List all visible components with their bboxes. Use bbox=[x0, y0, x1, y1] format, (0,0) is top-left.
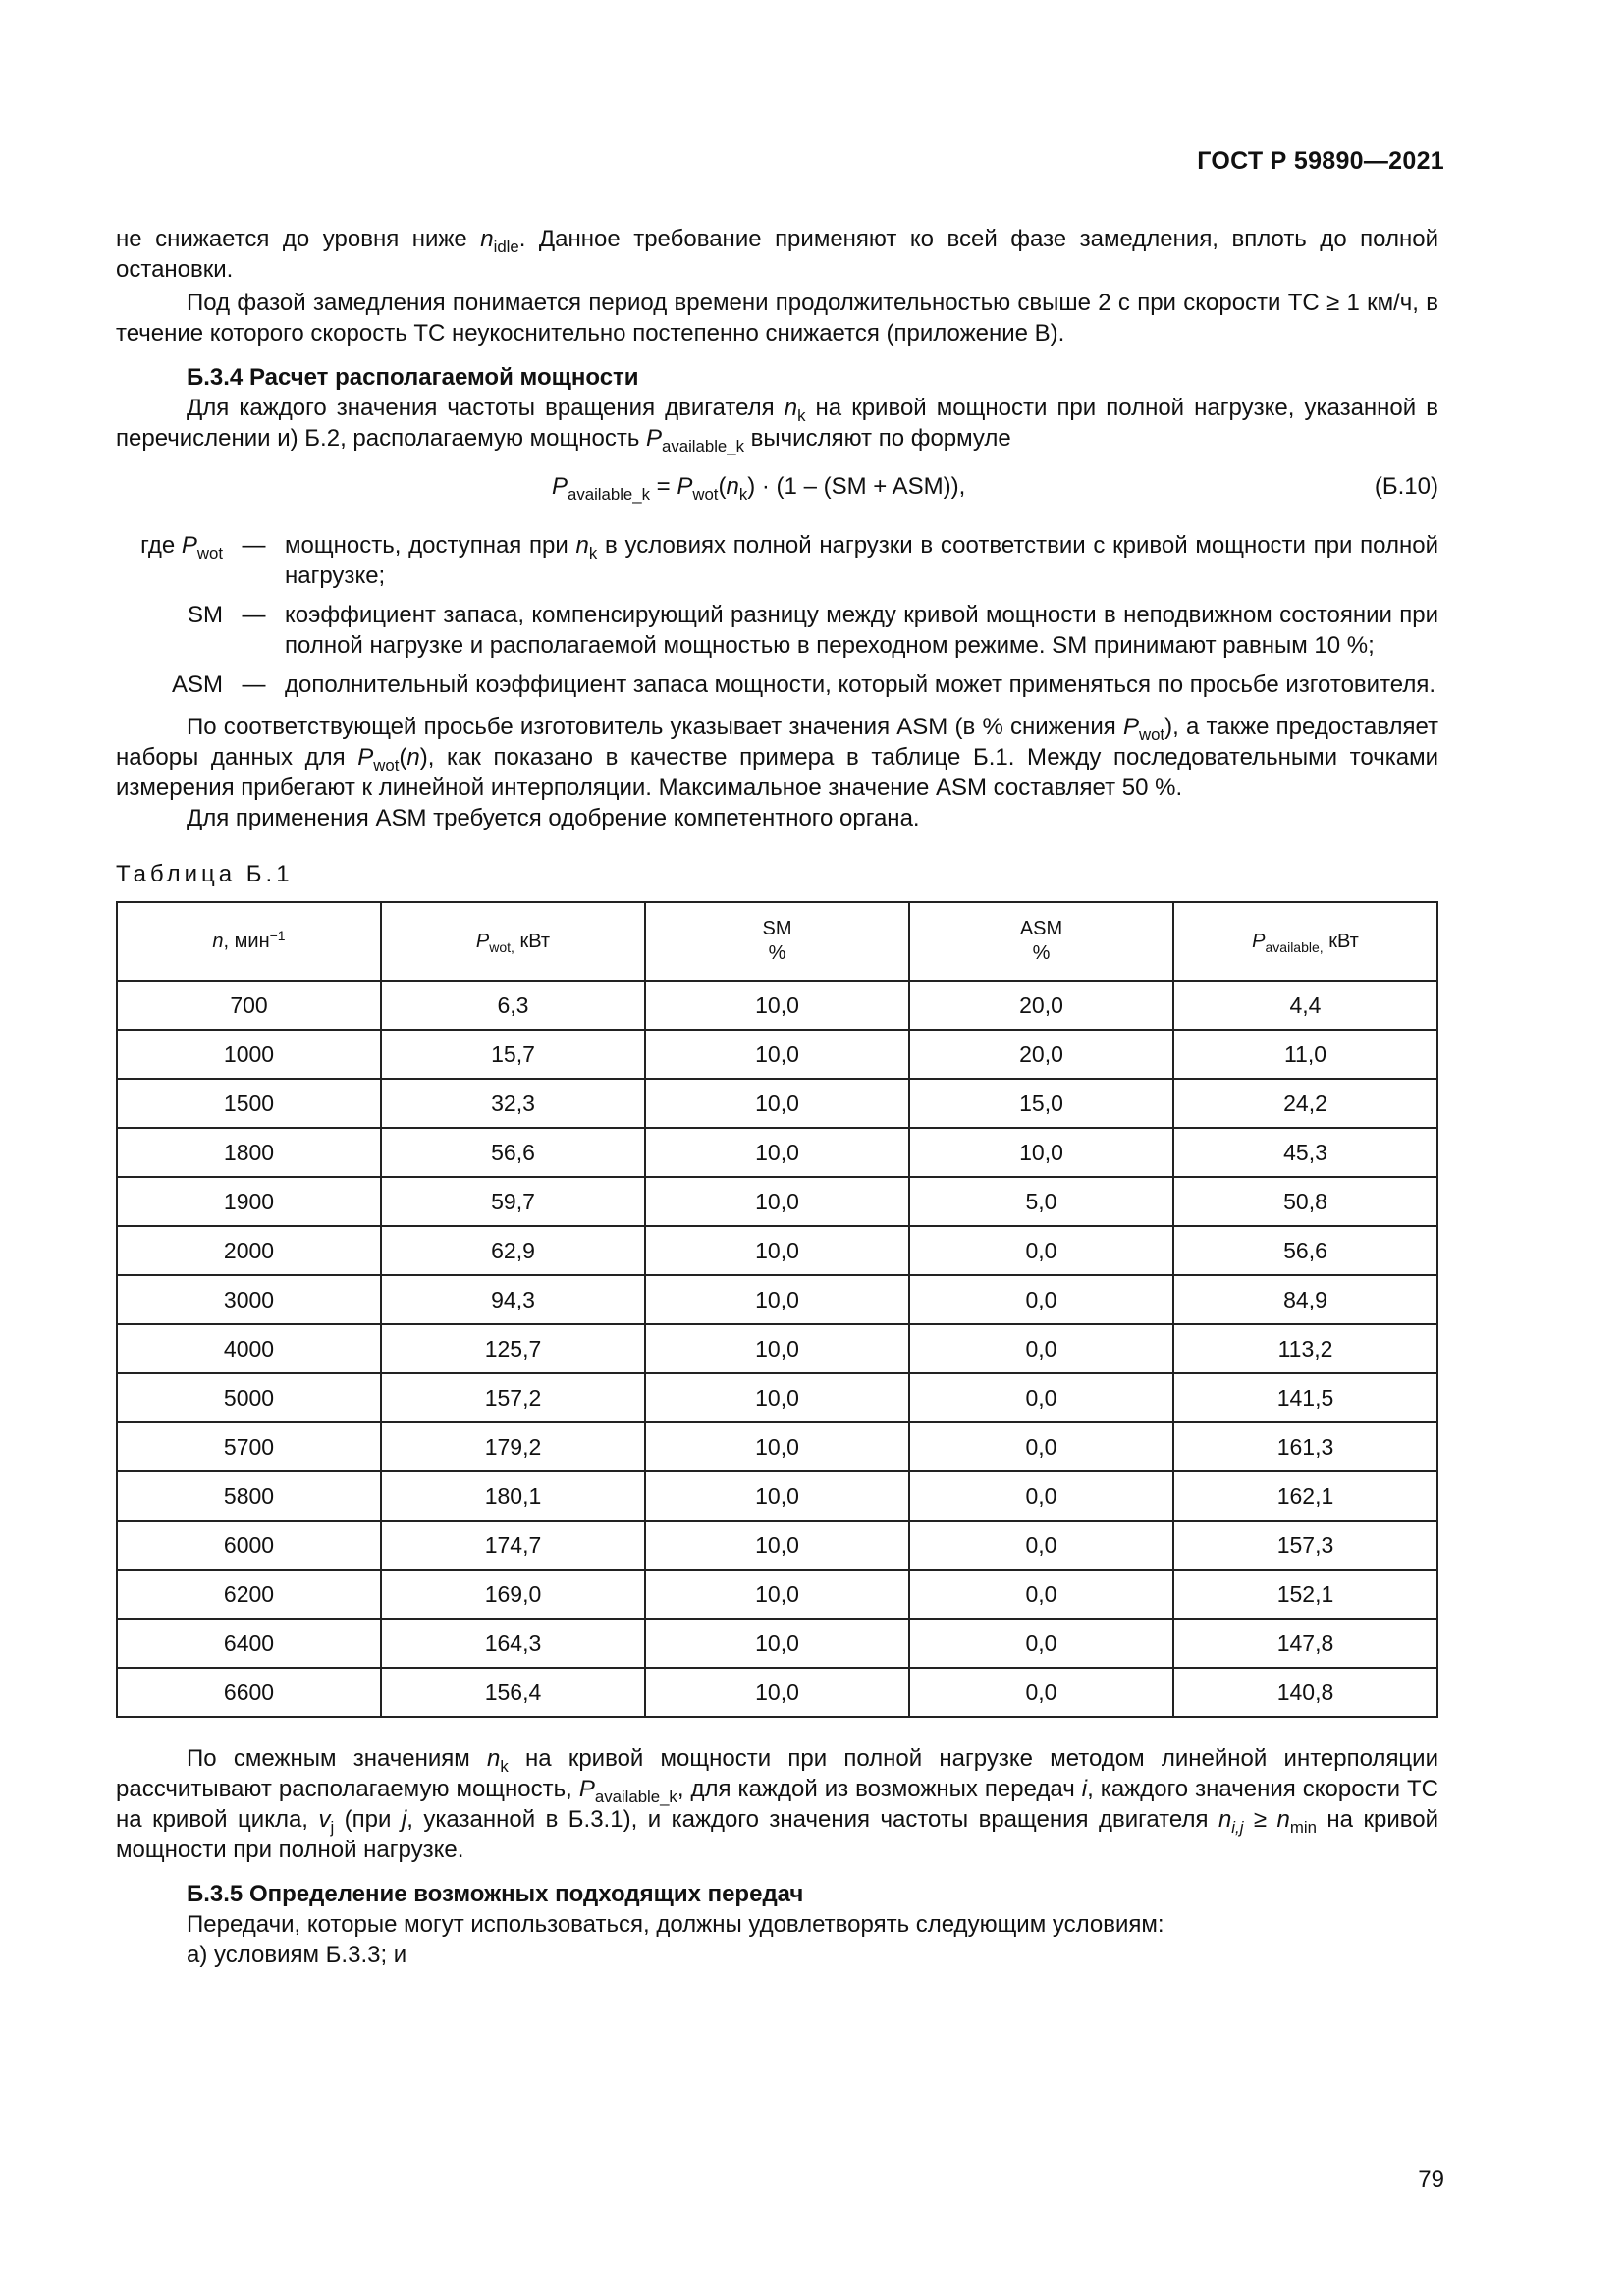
paragraph-asm-approval: Для применения ASM требуется одобрение компетентного органа. bbox=[187, 805, 920, 831]
text-span: кВт bbox=[1323, 930, 1359, 952]
subscript: available_k bbox=[568, 484, 650, 504]
text-span: % bbox=[1032, 942, 1051, 964]
cell-n: 6600 bbox=[117, 1668, 381, 1717]
cell-pavailable: 157,3 bbox=[1173, 1521, 1437, 1570]
cell-pwot: 164,3 bbox=[381, 1619, 645, 1668]
text-span: По соответствующей просьбе изготовитель указывает значения ASM (в % снижения bbox=[187, 714, 1123, 740]
cell-pwot: 169,0 bbox=[381, 1570, 645, 1619]
definition-text: дополнительный коэффициент запаса мощности, который может применяться по просьбе изготовителя. bbox=[285, 671, 1436, 698]
page-number: 79 bbox=[1418, 2166, 1444, 2193]
cell-n: 700 bbox=[117, 981, 381, 1030]
cell-n: 2000 bbox=[117, 1226, 381, 1275]
cell-pavailable: 140,8 bbox=[1173, 1668, 1437, 1717]
text-span: на кривой мощности при полной нагрузке. bbox=[116, 1806, 1438, 1863]
paragraph-idle bbox=[116, 224, 1438, 285]
table-row bbox=[117, 1373, 1437, 1422]
definition-dash: — bbox=[242, 532, 266, 559]
cell-sm: 10,0 bbox=[645, 1521, 909, 1570]
subscript: wot bbox=[692, 484, 719, 504]
cell-pwot: 156,4 bbox=[381, 1668, 645, 1717]
subscript: i,j bbox=[1231, 1817, 1244, 1837]
cell-pavailable: 4,4 bbox=[1173, 981, 1437, 1030]
var-n: n bbox=[212, 930, 224, 952]
cell-asm: 0,0 bbox=[909, 1619, 1173, 1668]
cell-pwot: 32,3 bbox=[381, 1079, 645, 1128]
var-n: n bbox=[1276, 1806, 1290, 1833]
text-span: ≥ bbox=[1243, 1806, 1277, 1833]
text-span: , мин bbox=[223, 930, 270, 952]
cell-asm: 0,0 bbox=[909, 1521, 1173, 1570]
subscript: k bbox=[500, 1756, 509, 1776]
table-row bbox=[117, 1275, 1437, 1324]
text-span: (при bbox=[334, 1806, 402, 1833]
table-row bbox=[117, 981, 1437, 1030]
subscript: min bbox=[1289, 1817, 1317, 1837]
subscript: wot bbox=[373, 755, 400, 774]
text-span: ) · (1 – (SM + ASM)), bbox=[747, 473, 966, 500]
text-span: на кривой мощности при полной нагрузке, указанной в перечислении и) Б.2, располагаемую мощность bbox=[116, 395, 1439, 452]
var-p: P bbox=[1122, 714, 1139, 740]
var-n: n bbox=[575, 532, 589, 559]
cell-asm: 20,0 bbox=[909, 981, 1173, 1030]
var-p: P bbox=[646, 425, 663, 452]
cell-n: 6000 bbox=[117, 1521, 381, 1570]
table-caption: Таблица Б.1 bbox=[116, 861, 294, 887]
cell-pavailable: 45,3 bbox=[1173, 1128, 1437, 1177]
definition-term bbox=[116, 530, 223, 591]
table-row bbox=[117, 1668, 1437, 1717]
definition-text: коэффициент запаса, компенсирующий разницу между кривой мощности в неподвижном состоянии при полной нагрузке и располагаемой мощностью в переходном режиме. SM принимают равным 10 %; bbox=[285, 602, 1438, 659]
cell-pwot: 6,3 bbox=[381, 981, 645, 1030]
cell-pavailable: 147,8 bbox=[1173, 1619, 1437, 1668]
cell-sm: 10,0 bbox=[645, 1471, 909, 1521]
text-span: мощность, доступная при bbox=[285, 532, 576, 559]
cell-sm: 10,0 bbox=[645, 1324, 909, 1373]
text-span: SM bbox=[762, 918, 792, 939]
var-j: j bbox=[401, 1806, 407, 1833]
formula-number: (Б.10) bbox=[1374, 473, 1438, 500]
section-heading-b35: Б.3.5 Определение возможных подходящих передач bbox=[187, 1881, 804, 1907]
cell-pwot: 94,3 bbox=[381, 1275, 645, 1324]
cell-sm: 10,0 bbox=[645, 1128, 909, 1177]
var-p: P bbox=[357, 744, 374, 771]
superscript: −1 bbox=[269, 927, 286, 943]
cell-n: 4000 bbox=[117, 1324, 381, 1373]
paragraph-interpolation bbox=[116, 1743, 1438, 1865]
header-pwot bbox=[381, 902, 645, 981]
var-p: P bbox=[677, 473, 693, 500]
text-span: Для каждого значения частоты вращения двигателя bbox=[187, 395, 785, 421]
cell-pavailable: 113,2 bbox=[1173, 1324, 1437, 1373]
cell-n: 5000 bbox=[117, 1373, 381, 1422]
cell-sm: 10,0 bbox=[645, 1373, 909, 1422]
table-row bbox=[117, 1570, 1437, 1619]
cell-sm: 10,0 bbox=[645, 1619, 909, 1668]
text-span: на кривой мощности при полной нагрузке методом линейной интерполяции рассчитывают располагаемую мощность, bbox=[116, 1745, 1438, 1802]
text-span: % bbox=[768, 942, 786, 964]
cell-n: 1000 bbox=[117, 1030, 381, 1079]
header-sm bbox=[645, 902, 909, 981]
table-row bbox=[117, 1619, 1437, 1668]
text-span: кВт bbox=[514, 930, 551, 952]
text-span: ( bbox=[718, 473, 727, 500]
text-span: . Данное требование применяют ко всей фазе замедления, вплоть до полной остановки. bbox=[116, 226, 1438, 283]
cell-pavailable: 84,9 bbox=[1173, 1275, 1437, 1324]
var-n: n bbox=[480, 226, 494, 252]
cell-n: 6200 bbox=[117, 1570, 381, 1619]
var-v: v bbox=[318, 1806, 331, 1833]
definition-asm bbox=[116, 669, 1438, 700]
header-asm bbox=[909, 902, 1173, 981]
var-n: n bbox=[406, 744, 420, 771]
cell-pavailable: 56,6 bbox=[1173, 1226, 1437, 1275]
cell-asm: 0,0 bbox=[909, 1373, 1173, 1422]
var-p: P bbox=[475, 930, 490, 952]
table-row bbox=[117, 1226, 1437, 1275]
list-item-a: а) условиям Б.3.3; и bbox=[187, 1942, 407, 1968]
paragraph-b35-intro: Передачи, которые могут использоваться, должны удовлетворять следующим условиям: bbox=[187, 1911, 1164, 1938]
text-span: где bbox=[140, 532, 182, 559]
paragraph-deceleration: Под фазой замедления понимается период времени продолжительностью свыше 2 с при скорости ТС ≥ 1 км/ч, в течение которого скорость ТС неукоснительно постепенно снижается (приложение В). bbox=[116, 290, 1438, 347]
var-n: n bbox=[726, 473, 739, 500]
formula-expression bbox=[552, 471, 965, 502]
subscript: idle bbox=[493, 237, 519, 256]
var-p: P bbox=[1252, 930, 1266, 952]
cell-pwot: 174,7 bbox=[381, 1521, 645, 1570]
cell-sm: 10,0 bbox=[645, 1030, 909, 1079]
definition-text bbox=[285, 530, 1438, 591]
var-n: n bbox=[784, 395, 798, 421]
table-row bbox=[117, 1422, 1437, 1471]
cell-n: 1500 bbox=[117, 1079, 381, 1128]
cell-asm: 5,0 bbox=[909, 1177, 1173, 1226]
text-span: не снижается до уровня ниже bbox=[116, 226, 481, 252]
cell-pavailable: 11,0 bbox=[1173, 1030, 1437, 1079]
cell-pwot: 15,7 bbox=[381, 1030, 645, 1079]
formula-b10 bbox=[116, 467, 1438, 508]
cell-asm: 0,0 bbox=[909, 1275, 1173, 1324]
cell-sm: 10,0 bbox=[645, 981, 909, 1030]
cell-sm: 10,0 bbox=[645, 1177, 909, 1226]
text-span: , для каждой из возможных передач bbox=[677, 1776, 1082, 1802]
cell-pwot: 125,7 bbox=[381, 1324, 645, 1373]
cell-asm: 0,0 bbox=[909, 1471, 1173, 1521]
subscript: k bbox=[588, 543, 598, 562]
definition-dash: — bbox=[242, 671, 266, 698]
text-span: в условиях полной нагрузки в соответствии с кривой мощности при полной нагрузке; bbox=[285, 532, 1439, 589]
subscript: wot bbox=[196, 543, 223, 562]
var-i: i bbox=[1081, 1776, 1088, 1802]
cell-sm: 10,0 bbox=[645, 1570, 909, 1619]
subscript: wot, bbox=[489, 938, 514, 955]
page-content bbox=[116, 224, 1438, 1970]
cell-asm: 10,0 bbox=[909, 1128, 1173, 1177]
cell-sm: 10,0 bbox=[645, 1226, 909, 1275]
cell-n: 5700 bbox=[117, 1422, 381, 1471]
var-p: P bbox=[552, 473, 568, 500]
cell-sm: 10,0 bbox=[645, 1079, 909, 1128]
cell-n: 1900 bbox=[117, 1177, 381, 1226]
definitions-list bbox=[116, 530, 1438, 700]
cell-pwot: 180,1 bbox=[381, 1471, 645, 1521]
cell-n: 1800 bbox=[117, 1128, 381, 1177]
text-span: ), как показано в качестве примера в таблице Б.1. Между последовательными точками измерения прибегают к линейной интерполяции. Максимальное значение ASM составляет 50 %. bbox=[116, 744, 1438, 801]
table-row bbox=[117, 1324, 1437, 1373]
cell-pwot: 179,2 bbox=[381, 1422, 645, 1471]
table-row bbox=[117, 1030, 1437, 1079]
subscript: j bbox=[330, 1817, 335, 1837]
cell-sm: 10,0 bbox=[645, 1668, 909, 1717]
text-span: вычисляют по формуле bbox=[743, 425, 1011, 452]
cell-pwot: 62,9 bbox=[381, 1226, 645, 1275]
var-n: n bbox=[487, 1745, 501, 1772]
subscript: available_k bbox=[662, 436, 744, 455]
cell-pwot: 59,7 bbox=[381, 1177, 645, 1226]
definition-sm bbox=[116, 600, 1438, 661]
document-standard-header: ГОСТ Р 59890—2021 bbox=[1197, 147, 1444, 175]
cell-asm: 0,0 bbox=[909, 1668, 1173, 1717]
cell-pavailable: 152,1 bbox=[1173, 1570, 1437, 1619]
table-body bbox=[117, 981, 1437, 1717]
cell-n: 5800 bbox=[117, 1471, 381, 1521]
text-span: , указанной в Б.3.1), и каждого значения частоты вращения двигателя bbox=[406, 1806, 1218, 1833]
paragraph-b34-intro bbox=[116, 393, 1438, 454]
header-pavailable bbox=[1173, 902, 1437, 981]
cell-asm: 0,0 bbox=[909, 1422, 1173, 1471]
cell-pavailable: 161,3 bbox=[1173, 1422, 1437, 1471]
cell-asm: 0,0 bbox=[909, 1226, 1173, 1275]
table-row bbox=[117, 1521, 1437, 1570]
var-n: n bbox=[1218, 1806, 1232, 1833]
data-table-b1 bbox=[116, 901, 1438, 1718]
table-header-row bbox=[117, 902, 1437, 981]
subscript: k bbox=[738, 484, 748, 504]
cell-n: 3000 bbox=[117, 1275, 381, 1324]
var-p: P bbox=[578, 1776, 595, 1802]
cell-sm: 10,0 bbox=[645, 1422, 909, 1471]
cell-asm: 20,0 bbox=[909, 1030, 1173, 1079]
paragraph-asm-request bbox=[116, 712, 1438, 803]
cell-pavailable: 141,5 bbox=[1173, 1373, 1437, 1422]
text-span: ASM bbox=[1019, 918, 1063, 939]
cell-pavailable: 50,8 bbox=[1173, 1177, 1437, 1226]
cell-pavailable: 24,2 bbox=[1173, 1079, 1437, 1128]
header-n bbox=[117, 902, 381, 981]
definition-term: ASM bbox=[171, 671, 223, 698]
cell-pwot: 56,6 bbox=[381, 1128, 645, 1177]
text-span: ), а также предоставляет наборы данных для bbox=[116, 714, 1439, 771]
definition-dash: — bbox=[242, 602, 266, 628]
table-row bbox=[117, 1177, 1437, 1226]
text-span: По смежным значениям bbox=[187, 1745, 488, 1772]
cell-n: 6400 bbox=[117, 1619, 381, 1668]
table-row bbox=[117, 1079, 1437, 1128]
cell-pavailable: 162,1 bbox=[1173, 1471, 1437, 1521]
table-row bbox=[117, 1128, 1437, 1177]
definition-term: SM bbox=[188, 602, 223, 628]
cell-asm: 0,0 bbox=[909, 1324, 1173, 1373]
text-span: = bbox=[649, 473, 677, 500]
text-span: , каждого значения скорости ТС на кривой цикла, bbox=[116, 1776, 1438, 1833]
section-heading-b34: Б.3.4 Расчет располагаемой мощности bbox=[187, 364, 639, 391]
cell-asm: 15,0 bbox=[909, 1079, 1173, 1128]
definition-pwot bbox=[116, 530, 1438, 591]
subscript: available_k bbox=[594, 1787, 677, 1806]
cell-pwot: 157,2 bbox=[381, 1373, 645, 1422]
table-row bbox=[117, 1471, 1437, 1521]
cell-sm: 10,0 bbox=[645, 1275, 909, 1324]
cell-asm: 0,0 bbox=[909, 1570, 1173, 1619]
subscript: wot bbox=[1138, 724, 1165, 744]
var-p: P bbox=[181, 532, 197, 559]
text-span: ( bbox=[399, 744, 407, 771]
subscript: k bbox=[797, 405, 806, 425]
subscript: available, bbox=[1265, 938, 1324, 955]
